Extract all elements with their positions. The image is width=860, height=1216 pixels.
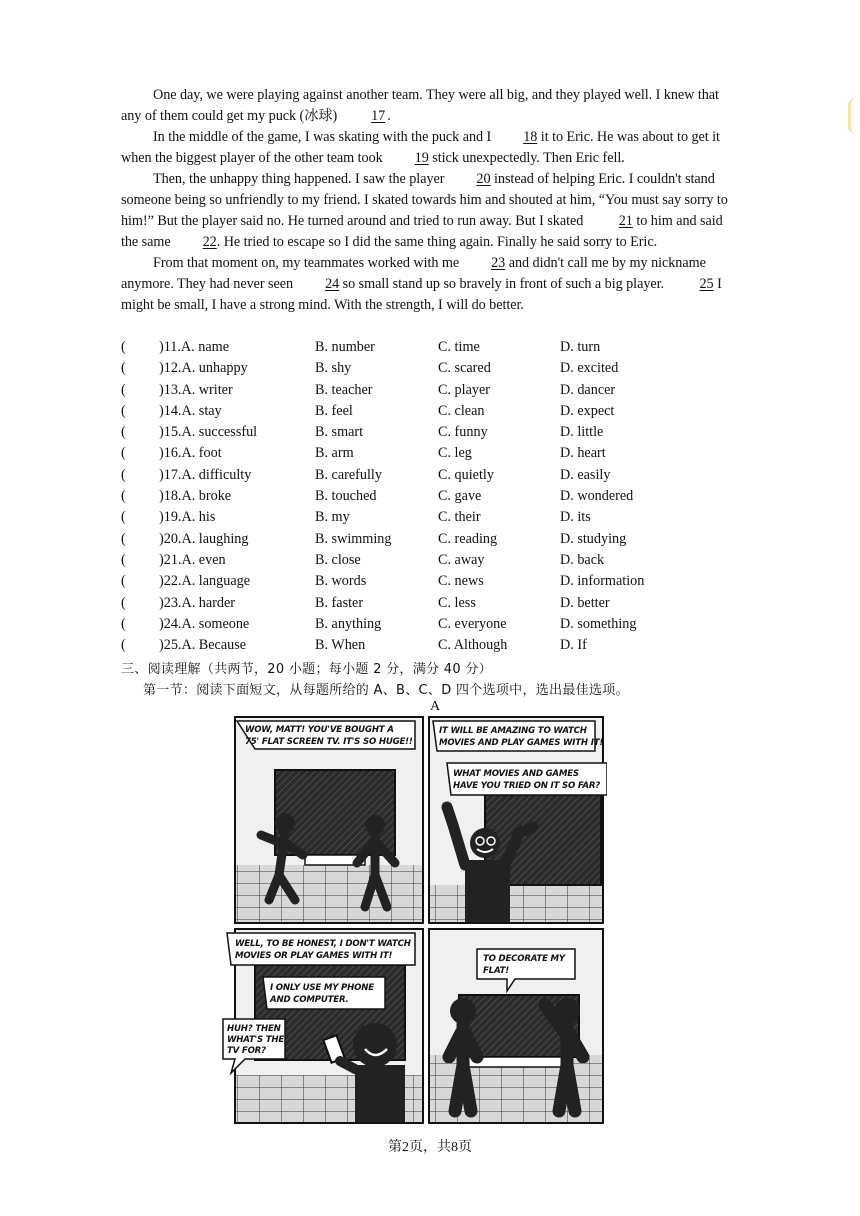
- option-d: D. better: [560, 594, 610, 611]
- option-c: C. their: [438, 509, 481, 526]
- option-a: )23.A. harder: [159, 594, 236, 611]
- option-a: )11.A. name: [159, 339, 229, 355]
- answer-paren[interactable]: (: [121, 551, 126, 568]
- paragraph-4: [121, 253, 731, 316]
- option-row: [121, 531, 741, 552]
- option-c: C. player: [438, 381, 491, 398]
- speech-text: WHAT'S THE: [227, 1035, 285, 1045]
- speech-text: 75' FLAT SCREEN TV. IT'S SO HUGE!!: [245, 737, 413, 747]
- options-list: [121, 339, 741, 658]
- paragraph-3: [121, 169, 731, 253]
- option-d: D. If: [560, 637, 587, 654]
- character-head: [353, 1023, 397, 1067]
- option-c: C. everyone: [438, 615, 507, 632]
- option-d: D. excited: [560, 360, 619, 377]
- option-row: [121, 595, 741, 616]
- answer-paren[interactable]: (: [121, 488, 126, 505]
- option-a: )25.A. Because: [159, 637, 247, 654]
- text-segment: and didn't call me by my nickname anymore. They had never seen: [121, 255, 706, 292]
- option-d: D. back: [560, 551, 605, 568]
- option-d: D. information: [560, 573, 645, 590]
- blank-21: 21: [618, 213, 633, 229]
- speech-text: FLAT!: [483, 966, 509, 976]
- page-stain: [848, 98, 860, 134]
- speech-text: TV FOR?: [227, 1046, 266, 1056]
- text-segment: to him and said the same: [121, 213, 723, 250]
- answer-paren[interactable]: (: [121, 509, 126, 526]
- option-c: C. news: [438, 573, 484, 590]
- option-b: B. teacher: [315, 381, 373, 398]
- character-head: [470, 828, 500, 858]
- option-b: B. carefully: [315, 466, 382, 483]
- blank-23: 23: [491, 255, 506, 271]
- blank-17: 17: [371, 108, 386, 124]
- text-segment: . He tried to escape so I did the same thing again. Finally he said sorry to Eric.: [216, 234, 658, 250]
- option-b: B. faster: [315, 594, 364, 611]
- option-d: D. studying: [560, 530, 627, 547]
- blank-25: 25: [699, 276, 714, 292]
- comic-panel-2: [429, 717, 607, 923]
- option-row: [121, 445, 741, 466]
- option-a: )13.A. writer: [159, 381, 233, 398]
- option-b: B. When: [315, 637, 366, 654]
- option-c: C. gave: [438, 488, 482, 505]
- option-c: C. funny: [438, 424, 488, 441]
- speech-text: MOVIES AND PLAY GAMES WITH IT!: [439, 738, 604, 748]
- option-b: B. close: [315, 551, 361, 568]
- blank-24: 24: [325, 276, 340, 292]
- option-row: [121, 403, 741, 424]
- option-c: C. quietly: [438, 466, 494, 483]
- speech-text: AND COMPUTER.: [270, 995, 349, 1005]
- option-row: [121, 573, 741, 594]
- option-a: )12.A. unhappy: [159, 360, 248, 377]
- blank-20: 20: [476, 171, 491, 187]
- option-row: [121, 467, 741, 488]
- option-c: C. time: [438, 339, 480, 355]
- option-a: )14.A. stay: [159, 402, 222, 419]
- option-b: B. touched: [315, 488, 377, 505]
- option-b: B. anything: [315, 615, 382, 632]
- text-segment: it to Eric. He was about to get it when the biggest player of the other team took: [121, 129, 720, 166]
- blank-18: 18: [523, 129, 538, 145]
- option-a: )19.A. his: [159, 509, 216, 526]
- text-segment: instead of helping Eric. I couldn't stand someone being so unfriendly to my friend. I skated towards him and shouted at him, “You must say sorry to him!” But the player said no. He turned around and tried to run away. But I skated: [121, 171, 728, 229]
- option-c: C. Although: [438, 637, 508, 654]
- section-heading: 三、阅读理解（共两节，20 小题；每小题 2 分，满分 40 分）: [121, 662, 492, 677]
- answer-paren[interactable]: (: [121, 339, 126, 355]
- option-b: B. smart: [315, 424, 364, 441]
- option-b: B. my: [315, 509, 350, 526]
- option-c: C. leg: [438, 445, 472, 462]
- option-d: D. wondered: [560, 488, 634, 505]
- page-footer: 第2页，共8页: [388, 1140, 472, 1155]
- blank-22: 22: [202, 234, 217, 250]
- comic-strip: [215, 715, 607, 1125]
- passage-letter: A: [430, 699, 441, 714]
- speech-text: MOVIES OR PLAY GAMES WITH IT!: [235, 951, 393, 961]
- answer-paren[interactable]: (: [121, 424, 126, 441]
- option-d: D. dancer: [560, 381, 616, 398]
- answer-paren[interactable]: (: [121, 594, 126, 611]
- option-a: )17.A. difficulty: [159, 466, 252, 483]
- option-d: D. its: [560, 509, 591, 526]
- answer-paren[interactable]: (: [121, 615, 126, 632]
- cloze-passage: [121, 85, 731, 316]
- answer-paren[interactable]: (: [121, 445, 126, 462]
- option-a: )22.A. language: [159, 573, 251, 590]
- option-row: [121, 382, 741, 403]
- option-row: [121, 488, 741, 509]
- speech-text: TO DECORATE MY: [483, 954, 565, 964]
- option-c: C. less: [438, 594, 476, 611]
- answer-paren[interactable]: (: [121, 402, 126, 419]
- comic-panel-1: [235, 717, 423, 923]
- option-row: [121, 424, 741, 445]
- option-b: B. number: [315, 339, 375, 355]
- speech-text: HUH? THEN: [227, 1024, 281, 1034]
- option-b: B. swimming: [315, 530, 392, 547]
- answer-paren[interactable]: (: [121, 530, 126, 547]
- paragraph-2: [121, 127, 731, 169]
- option-d: D. expect: [560, 402, 615, 419]
- option-b: B. shy: [315, 360, 352, 377]
- answer-paren[interactable]: (: [121, 466, 126, 483]
- option-row: [121, 616, 741, 637]
- option-c: C. clean: [438, 402, 485, 419]
- option-d: D. heart: [560, 445, 606, 462]
- section-instruction: 第一节：阅读下面短文，从每题所给的 A、B、C、D 四个选项中，选出最佳选项。: [143, 683, 629, 698]
- speech-text: I ONLY USE MY PHONE: [270, 983, 374, 993]
- option-d: D. little: [560, 424, 604, 441]
- option-row: [121, 360, 741, 381]
- paragraph-1: One day, we were playing against another team. They were all big, and they played well. I knew that any of them could get my puck (冰球) 17 .: [121, 85, 731, 127]
- option-row: [121, 552, 741, 573]
- answer-paren[interactable]: (: [121, 573, 126, 590]
- option-a: )15.A. successful: [159, 424, 258, 441]
- text-segment: I might be small, I have a strong mind. With the strength, I will do better.: [121, 276, 722, 313]
- option-b: B. words: [315, 573, 367, 590]
- answer-paren[interactable]: (: [121, 360, 126, 377]
- option-a: )20.A. laughing: [159, 530, 249, 547]
- option-b: B. arm: [315, 445, 354, 462]
- option-a: )18.A. broke: [159, 488, 232, 505]
- text-segment: stick unexpectedly. Then Eric fell.: [432, 150, 625, 166]
- text-segment: From that moment on, my teammates worked with me: [153, 255, 460, 271]
- answer-paren[interactable]: (: [121, 381, 126, 398]
- text-segment: In the middle of the game, I was skating with the puck and I: [153, 129, 492, 145]
- option-a: )21.A. even: [159, 551, 226, 568]
- speech-text: WELL, TO BE HONEST, I DON'T WATCH: [235, 939, 411, 949]
- text-segment: One day, we were playing against another team. They were all big, and they played well.: [153, 87, 653, 103]
- option-d: D. something: [560, 615, 637, 632]
- speech-text: WOW, MATT! YOU'VE BOUGHT A: [245, 725, 394, 735]
- text-segment: I knew that any of them could get my puck (冰球): [121, 87, 719, 124]
- speech-text: WHAT MOVIES AND GAMES: [453, 769, 579, 779]
- speech-text: IT WILL BE AMAZING TO WATCH: [439, 726, 587, 736]
- comic-panel-3: [223, 929, 423, 1123]
- option-a: )16.A. foot: [159, 445, 222, 462]
- option-c: C. away: [438, 551, 485, 568]
- option-a: )24.A. someone: [159, 615, 250, 632]
- option-d: D. easily: [560, 466, 611, 483]
- option-c: C. scared: [438, 360, 491, 377]
- option-b: B. feel: [315, 402, 353, 419]
- text-segment: Then, the unhappy thing happened. I saw the player: [153, 171, 445, 187]
- option-row: [121, 637, 741, 658]
- blank-19: 19: [414, 150, 429, 166]
- speech-text: HAVE YOU TRIED ON IT SO FAR?: [453, 781, 601, 791]
- option-d: D. turn: [560, 339, 601, 355]
- option-c: C. reading: [438, 530, 498, 547]
- text-segment: so small stand up so bravely in front of such a big player.: [342, 276, 665, 292]
- option-row: [121, 339, 741, 360]
- comic-panel-4: [429, 929, 603, 1123]
- answer-paren[interactable]: (: [121, 637, 126, 654]
- option-row: [121, 509, 741, 530]
